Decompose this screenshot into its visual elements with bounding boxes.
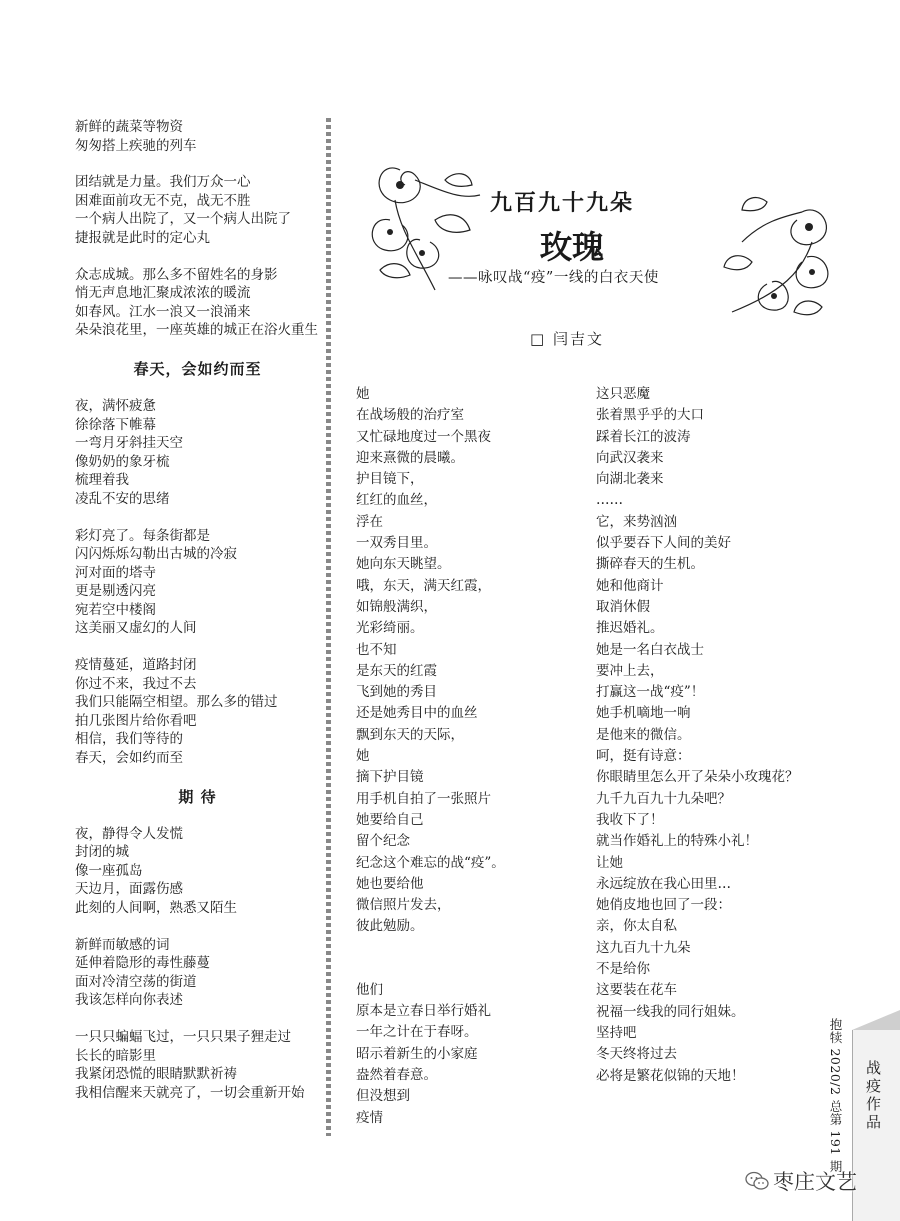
poem-line: 迎来熹微的晨曦。 [356, 449, 464, 466]
poem-line: 用手机自拍了一张照片 [356, 790, 491, 807]
poem-line: 让她 [596, 854, 623, 871]
poem-line: 捷报就是此时的定心丸 [75, 229, 210, 246]
section-title-expectation: 期 待 [178, 787, 217, 806]
poem-line: 天边月，面露伤感 [75, 881, 183, 898]
poem-line: 众志成城。那么多不留姓名的身影 [75, 266, 278, 283]
poem-line: 还是她秀目中的血丝 [356, 705, 478, 722]
poem-line: 像一座孤岛 [75, 862, 143, 879]
stanza [75, 1028, 320, 1102]
poem-line: 这美丽又虚幻的人间 [75, 620, 197, 637]
poem-line: 困难面前攻无不克，战无不胜 [75, 192, 251, 209]
poem-line: 她 [356, 386, 370, 402]
poem-line: 留个纪念 [356, 833, 410, 850]
stanza [75, 118, 320, 155]
poem-line: 夜，满怀疲惫 [75, 397, 156, 414]
poem-line: 悄无声息地汇聚成浓浓的暖流 [75, 285, 251, 302]
wechat-icon [745, 1171, 769, 1191]
poem-line: 疫情 [356, 1109, 383, 1126]
stanza [75, 397, 320, 509]
poem-line: 她向东天眺望。 [356, 556, 451, 573]
poem-line: 这只恶魔 [596, 386, 650, 402]
poem-line: 一年之计在于春呀。 [356, 1024, 478, 1041]
stanza [75, 656, 320, 768]
side-tab-corner [852, 1010, 900, 1030]
poem-line: 红红的血丝， [356, 492, 437, 509]
rose-ornament-right-icon [712, 182, 847, 332]
poem-line: 但没想到 [356, 1088, 410, 1105]
poem-line: 不是给你 [596, 961, 650, 978]
poem-line: 他们 [356, 981, 383, 998]
poem-line: 这九百九十九朵 [596, 939, 691, 956]
poem-line: 向湖北袭来 [596, 471, 664, 488]
poem-line: 我该怎样向你表述 [75, 992, 183, 1009]
stanza [356, 384, 576, 938]
poem-line: 宛若空中楼阁 [75, 601, 156, 618]
poem-line: 匆匆搭上疾驰的列车 [75, 137, 197, 154]
poem-line: 飞到她的秀目 [356, 684, 437, 701]
poem-line: 朵朵浪花里，一座英雄的城正在浴火重生 [75, 322, 318, 339]
poem-line: 昭示着新生的小家庭 [356, 1045, 478, 1062]
poem-line: 就当作婚礼上的特殊小礼！ [596, 833, 758, 850]
poem-line: 护目镜下， [356, 471, 424, 488]
poem-line: 在战场般的治疗室 [356, 407, 464, 424]
author-byline: □ 闫吉文 [530, 330, 604, 348]
poem-line: 她俏皮地也回了一段： [596, 897, 731, 914]
poem-line: 踩着长江的波涛 [596, 428, 691, 445]
poem-line: 是他来的微信。 [596, 726, 691, 743]
column-divider [326, 118, 331, 1136]
poem-spring [75, 397, 320, 768]
poem-line: 如春风。江水一浪又一浪涌来 [75, 303, 251, 320]
poem-line: 她和他商计 [596, 577, 664, 594]
poem-line: 你眼睛里怎么开了朵朵小玫瑰花？ [596, 769, 799, 786]
poem-line: 新鲜的蔬菜等物资 [75, 119, 183, 135]
poem-line: 永远绽放在我心田里… [596, 875, 731, 892]
poem-line: 她要给自己 [356, 811, 424, 828]
poem-line: 光彩绮丽。 [356, 620, 424, 637]
poem-line: 要冲上去， [596, 662, 664, 679]
poem-line: 我们只能隔空相望。那么多的错过 [75, 694, 278, 711]
poem-line: 疫情蔓延，道路封闭 [75, 657, 197, 674]
poem-line: 坚持吧 [596, 1024, 637, 1041]
poem-line: 似乎要吞下人间的美好 [596, 535, 731, 552]
poem-line: 梳理着我 [75, 472, 129, 489]
poem-line: 冬天终将过去 [596, 1046, 677, 1063]
poem-line: 延伸着隐形的毒性藤蔓 [75, 955, 210, 972]
main-poem-column-2 [596, 384, 816, 1087]
section-title-spring: 春天，会如约而至 [133, 359, 262, 378]
poem-line: 我收下了！ [596, 811, 664, 828]
intro-poem-fragment [75, 118, 320, 340]
watermark [745, 1166, 857, 1196]
poem-line: …… [596, 492, 623, 509]
poem-line: 推迟婚礼。 [596, 620, 664, 637]
poem-line: 新鲜而敏感的词 [75, 936, 170, 953]
poem-line: 飘到东天的天际， [356, 726, 464, 743]
poem-line: 一双秀目里。 [356, 535, 437, 552]
poem-line: 打赢这一战“疫”！ [596, 684, 705, 701]
poem-line: 是东天的红霞 [356, 662, 437, 679]
main-poem-column-1 [356, 384, 576, 1171]
poem-line: 一个病人出院了，又一个病人出院了 [75, 211, 291, 228]
poem-line: 拍几张图片给你看吧 [75, 712, 197, 729]
poem-line: 你过不来，我过不去 [75, 675, 197, 692]
stanza [75, 266, 320, 340]
poem-line: 祝福一线我的同行姐妹。 [596, 1003, 745, 1020]
poem-line: 面对冷清空荡的街道 [75, 973, 197, 990]
poem-line: 长长的暗影里 [75, 1047, 156, 1064]
poem-line: 九千九百九十九朵吧？ [596, 790, 731, 807]
poem-line: 盎然着春意。 [356, 1066, 437, 1083]
poem-line: 夜，静得令人发慌 [75, 825, 183, 842]
poem-line: 呵，挺有诗意： [596, 748, 691, 765]
stanza [75, 936, 320, 1010]
poem-line: 河对面的塔寺 [75, 564, 156, 581]
stanza [75, 173, 320, 247]
poem-line: 她也要给他 [356, 875, 424, 892]
stanza [356, 980, 576, 1129]
poem-line: 也不知 [356, 641, 397, 658]
poem-line: 摘下护目镜 [356, 769, 424, 786]
poem-line: 团结就是力量。我们万众一心 [75, 174, 251, 191]
poem-line: 张着黑乎乎的大口 [596, 407, 704, 424]
poem-line: 相信，我们等待的 [75, 731, 183, 748]
stanza [75, 527, 320, 639]
poem-line: 撕碎春天的生机。 [596, 556, 704, 573]
poem-line: 向武汉袭来 [596, 449, 664, 466]
poem-line: 原本是立春日举行婚礼 [356, 1003, 491, 1020]
series-title: 九百九十九朵 [490, 191, 635, 216]
poem-line: 浮在 [356, 513, 383, 530]
poem-line: 一只只蝙蝠飞过，一只只果子狸走过 [75, 1028, 291, 1045]
poem-line: 封闭的城 [75, 844, 129, 861]
poem-line: 像奶奶的象牙梳 [75, 453, 170, 470]
poem-line: 这要装在花车 [596, 982, 677, 999]
issue-info: 抱犊 2020/2 总第 191 期 [828, 1018, 843, 1174]
poem-line: 她是一名白衣战士 [596, 641, 704, 658]
poem-line: 徐徐落下帷幕 [75, 416, 156, 433]
poem-line: 哦，东天，满天红霞， [356, 577, 491, 594]
poem-line: 她 [356, 748, 370, 765]
poem-line: 彩灯亮了。每条街都是 [75, 527, 210, 544]
poem-line: 亲，你太自私 [596, 918, 677, 935]
poem-line: 如锦般满织， [356, 598, 437, 615]
left-column [75, 118, 320, 1120]
poem-line: 必将是繁花似锦的天地！ [596, 1067, 745, 1084]
stanza [75, 825, 320, 918]
poem-line: 我相信醒来天就亮了，一切会重新开始 [75, 1084, 305, 1101]
poem-line: 她手机嘀地一响 [596, 705, 691, 722]
poem-line: 凌乱不安的思绪 [75, 490, 170, 507]
poem-line: 纪念这个难忘的战“疫”。 [356, 854, 505, 871]
poem-line: 更是剔透闪亮 [75, 583, 156, 600]
poem-title: 玫瑰 [540, 228, 605, 266]
poem-line: 微信照片发去， [356, 897, 451, 914]
poem-line: 取消休假 [596, 598, 650, 615]
poem-line: 彼此勉励。 [356, 918, 424, 935]
section-label: 战疫作品 [864, 1060, 882, 1132]
poem-subtitle: ——咏叹战“疫”一线的白衣天使 [448, 270, 659, 286]
poem-line: 此刻的人间啊，熟悉又陌生 [75, 900, 237, 916]
watermark-text: 枣庄文艺 [773, 1170, 857, 1194]
poem-line: 它，来势汹汹 [596, 513, 677, 530]
poem-line: 一弯月牙斜挂天空 [75, 435, 183, 452]
poem-line: 春天，会如约而至 [75, 750, 183, 767]
poem-line: 闪闪烁烁勾勒出古城的冷寂 [75, 546, 237, 563]
poem-expectation [75, 825, 320, 1103]
poem-line: 我紧闭恐慌的眼睛默默祈祷 [75, 1066, 237, 1083]
poem-line: 又忙碌地度过一个黑夜 [356, 428, 491, 445]
